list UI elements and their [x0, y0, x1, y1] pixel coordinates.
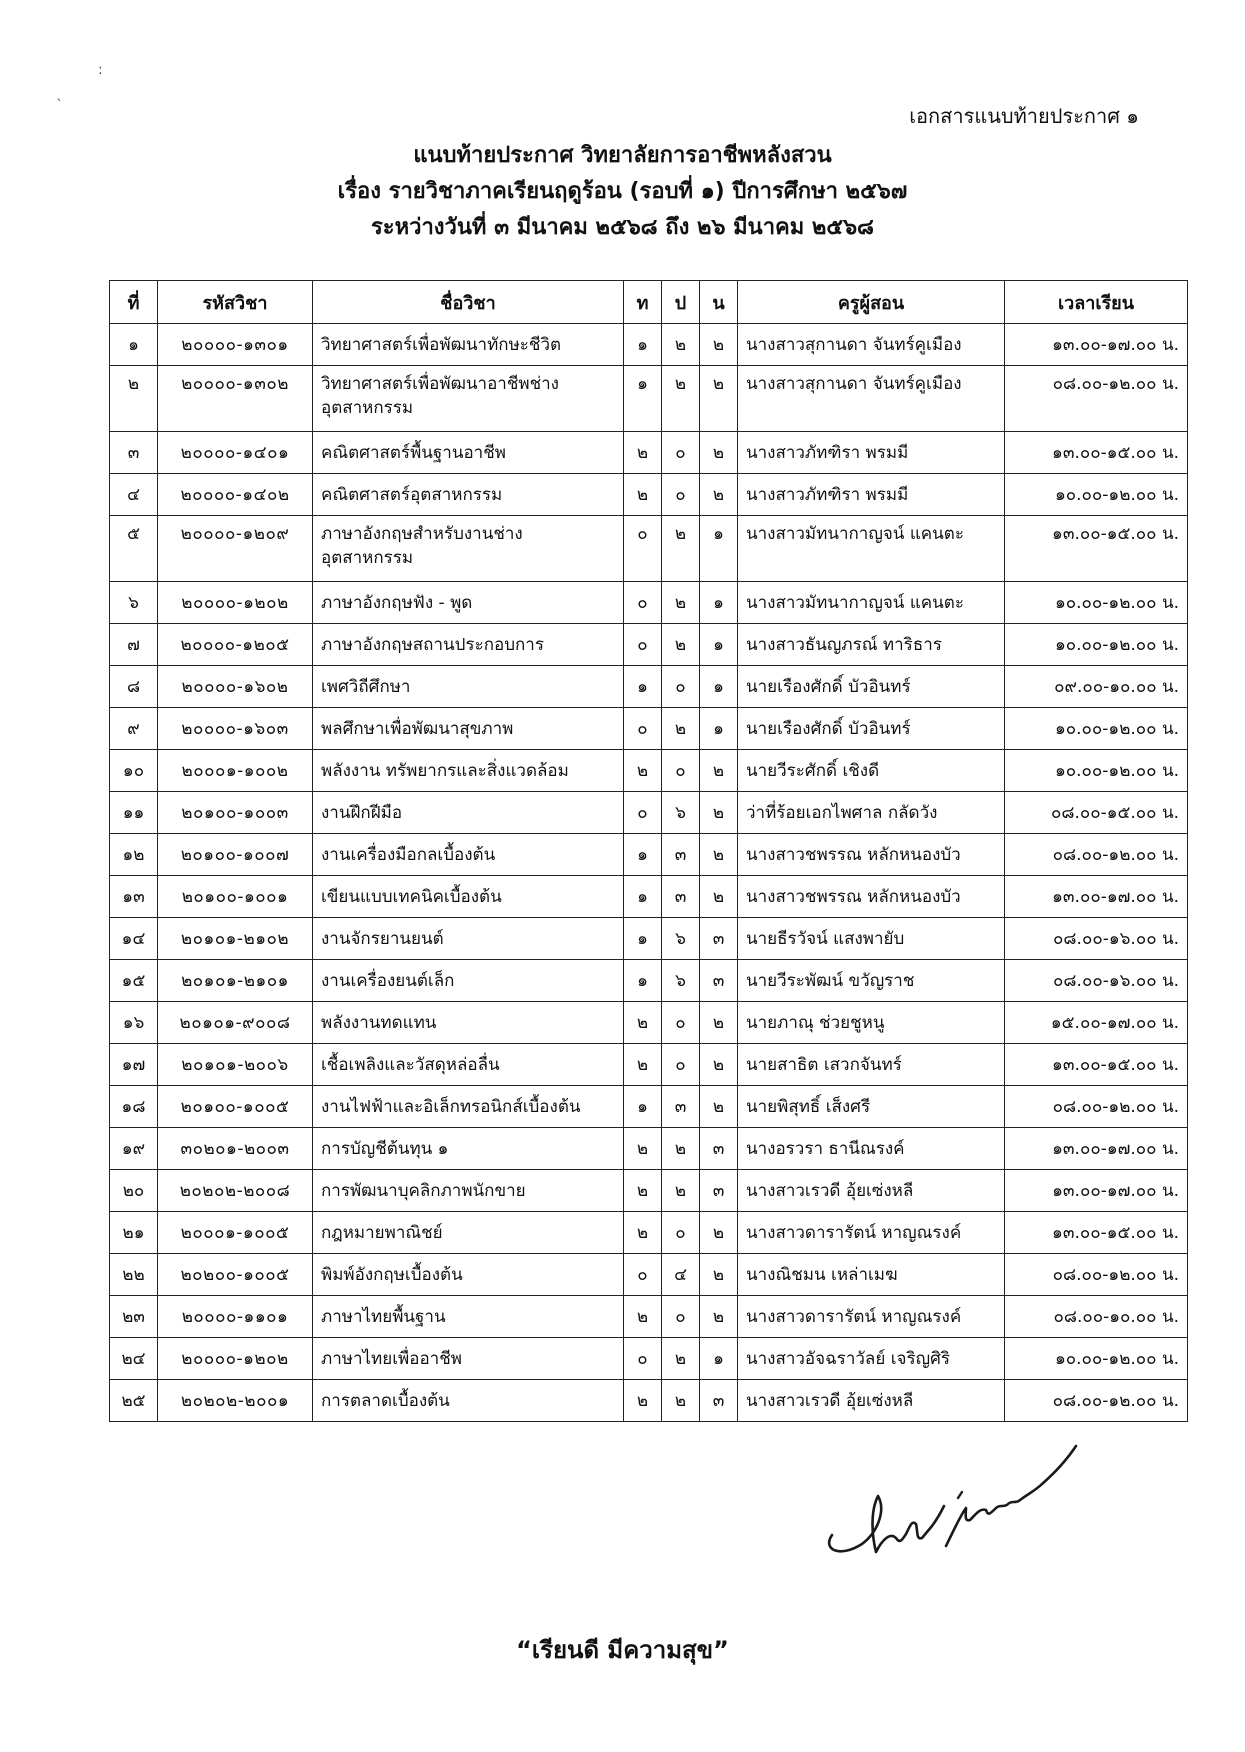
credits: ๒ [700, 432, 738, 474]
theory-hours: ๒ [624, 1128, 662, 1170]
credits: ๒ [700, 324, 738, 366]
row-number: ๑๑ [110, 792, 158, 834]
row-number: ๑๙ [110, 1128, 158, 1170]
teacher-name: นายเรืองศักดิ์ บัวอินทร์ [738, 708, 1005, 750]
row-number: ๒๑ [110, 1212, 158, 1254]
course-code: ๓๐๒๐๑-๒๐๐๓ [158, 1128, 313, 1170]
course-name: คณิตศาสตร์พื้นฐานอาชีพ [313, 432, 624, 474]
class-time: ๑๓.๐๐-๑๕.๐๐ น. [1005, 516, 1188, 582]
theory-hours: ๐ [624, 792, 662, 834]
course-name: งานฝึกฝีมือ [313, 792, 624, 834]
table-row [110, 792, 1188, 834]
row-number: ๒ [110, 366, 158, 432]
course-table [109, 280, 1188, 1422]
teacher-name: นายพิสุทธิ์ เส็งศรี [738, 1086, 1005, 1128]
teacher-name: นายภาณุ ช่วยชูหนู [738, 1002, 1005, 1044]
practice-hours: ๖ [662, 792, 700, 834]
course-code: ๒๐๑๐๑-๒๐๐๖ [158, 1044, 313, 1086]
credits: ๒ [700, 1212, 738, 1254]
practice-hours: ๒ [662, 324, 700, 366]
row-number: ๑๐ [110, 750, 158, 792]
teacher-name: นางสาวมัทนากาญจน์ แคนตะ [738, 582, 1005, 624]
teacher-name: นางณิชมน เหล่าเมฆ [738, 1254, 1005, 1296]
scan-speck: : [98, 62, 103, 78]
course-code: ๒๐๑๐๑-๙๐๐๘ [158, 1002, 313, 1044]
teacher-name: นายวีระพัฒน์ ขวัญราช [738, 960, 1005, 1002]
practice-hours: ๔ [662, 1254, 700, 1296]
course-code: ๒๐๑๐๐-๑๐๐๑ [158, 876, 313, 918]
course-code: ๒๐๐๐๐-๑๒๐๒ [158, 1338, 313, 1380]
table-row [110, 1338, 1188, 1380]
teacher-name: นางสาวสุกานดา จันทร์คูเมือง [738, 366, 1005, 432]
class-time: ๐๘.๐๐-๑๒.๐๐ น. [1005, 1254, 1188, 1296]
credits: ๒ [700, 876, 738, 918]
row-number: ๑๒ [110, 834, 158, 876]
practice-hours: ๓ [662, 876, 700, 918]
practice-hours: ๐ [662, 1296, 700, 1338]
course-name: งานไฟฟ้าและอิเล็กทรอนิกส์เบื้องต้น [313, 1086, 624, 1128]
theory-hours: ๐ [624, 1338, 662, 1380]
class-time: ๐๘.๐๐-๑๕.๐๐ น. [1005, 792, 1188, 834]
title-block [0, 138, 1245, 246]
course-name: งานเครื่องยนต์เล็ก [313, 960, 624, 1002]
theory-hours: ๐ [624, 516, 662, 582]
credits: ๒ [700, 1254, 738, 1296]
course-name: วิทยาศาสตร์เพื่อพัฒนาอาชีพช่าง อุตสาหกรรม [313, 366, 624, 432]
credits: ๑ [700, 1338, 738, 1380]
credits: ๒ [700, 1296, 738, 1338]
course-code: ๒๐๐๐๐-๑๖๐๒ [158, 666, 313, 708]
class-time: ๑๓.๐๐-๑๗.๐๐ น. [1005, 1128, 1188, 1170]
row-number: ๗ [110, 624, 158, 666]
course-code: ๒๐๒๐๐-๑๐๐๕ [158, 1254, 313, 1296]
table-row [110, 750, 1188, 792]
table-row [110, 666, 1188, 708]
table-row [110, 1212, 1188, 1254]
teacher-name: นางอรวรา ธานีณรงค์ [738, 1128, 1005, 1170]
teacher-name: นางสาวชพรรณ หลักหนองบัว [738, 834, 1005, 876]
row-number: ๑๖ [110, 1002, 158, 1044]
table-row [110, 1170, 1188, 1212]
teacher-name: นายธีรวัจน์ แสงพายับ [738, 918, 1005, 960]
row-number: ๑๘ [110, 1086, 158, 1128]
practice-hours: ๓ [662, 1086, 700, 1128]
practice-hours: ๒ [662, 366, 700, 432]
course-name: การตลาดเบื้องต้น [313, 1380, 624, 1422]
teacher-name: นายเรืองศักดิ์ บัวอินทร์ [738, 666, 1005, 708]
class-time: ๐๘.๐๐-๑๐.๐๐ น. [1005, 1296, 1188, 1338]
row-number: ๙ [110, 708, 158, 750]
practice-hours: ๒ [662, 1128, 700, 1170]
class-time: ๑๓.๐๐-๑๗.๐๐ น. [1005, 1170, 1188, 1212]
course-name: ภาษาอังกฤษสถานประกอบการ [313, 624, 624, 666]
course-code: ๒๐๑๐๐-๑๐๐๕ [158, 1086, 313, 1128]
table-row [110, 708, 1188, 750]
course-name: งานจักรยานยนต์ [313, 918, 624, 960]
class-time: ๑๐.๐๐-๑๒.๐๐ น. [1005, 708, 1188, 750]
theory-hours: ๒ [624, 432, 662, 474]
teacher-name: ว่าที่ร้อยเอกไพศาล กลัดวัง [738, 792, 1005, 834]
class-time: ๐๘.๐๐-๑๒.๐๐ น. [1005, 366, 1188, 432]
credits: ๒ [700, 366, 738, 432]
course-code: ๒๐๐๐๑-๑๐๐๕ [158, 1212, 313, 1254]
class-time: ๑๓.๐๐-๑๕.๐๐ น. [1005, 1212, 1188, 1254]
theory-hours: ๒ [624, 1002, 662, 1044]
class-time: ๐๘.๐๐-๑๒.๐๐ น. [1005, 834, 1188, 876]
course-name: การพัฒนาบุคลิกภาพนักขาย [313, 1170, 624, 1212]
class-time: ๑๐.๐๐-๑๒.๐๐ น. [1005, 624, 1188, 666]
credits: ๓ [700, 1128, 738, 1170]
credits: ๓ [700, 1170, 738, 1212]
teacher-name: นางสาวเรวดี อุ้ยเซ่งหลี [738, 1170, 1005, 1212]
table-row [110, 474, 1188, 516]
course-name: งานเครื่องมือกลเบื้องต้น [313, 834, 624, 876]
teacher-name: นางสาวธันญภรณ์ ทาริธาร [738, 624, 1005, 666]
practice-hours: ๐ [662, 1212, 700, 1254]
theory-hours: ๒ [624, 1044, 662, 1086]
theory-hours: ๑ [624, 366, 662, 432]
course-code: ๒๐๒๐๒-๒๐๐๑ [158, 1380, 313, 1422]
course-code: ๒๐๑๐๑-๒๑๐๒ [158, 918, 313, 960]
course-code: ๒๐๑๐๑-๒๑๐๑ [158, 960, 313, 1002]
class-time: ๑๕.๐๐-๑๗.๐๐ น. [1005, 1002, 1188, 1044]
row-number: ๖ [110, 582, 158, 624]
course-code: ๒๐๐๐๐-๑๒๐๙ [158, 516, 313, 582]
credits: ๓ [700, 1380, 738, 1422]
header-name: ชื่อวิชา [313, 281, 624, 324]
teacher-name: นางสาวเรวดี อุ้ยเซ่งหลี [738, 1380, 1005, 1422]
scan-speck: ` [56, 98, 63, 114]
course-name: เพศวิถีศึกษา [313, 666, 624, 708]
course-name: การบัญชีต้นทุน ๑ [313, 1128, 624, 1170]
practice-hours: ๒ [662, 1170, 700, 1212]
credits: ๒ [700, 1086, 738, 1128]
table-row [110, 624, 1188, 666]
credits: ๑ [700, 624, 738, 666]
theory-hours: ๑ [624, 918, 662, 960]
row-number: ๑๔ [110, 918, 158, 960]
class-time: ๑๐.๐๐-๑๒.๐๐ น. [1005, 474, 1188, 516]
theory-hours: ๑ [624, 324, 662, 366]
table-row [110, 582, 1188, 624]
practice-hours: ๐ [662, 750, 700, 792]
course-code: ๒๐๐๐๐-๑๓๐๑ [158, 324, 313, 366]
class-time: ๑๓.๐๐-๑๗.๐๐ น. [1005, 324, 1188, 366]
credits: ๒ [700, 792, 738, 834]
title-line: ระหว่างวันที่ ๓ มีนาคม ๒๕๖๘ ถึง ๒๖ มีนาคม ๒๕๖๘ [370, 215, 875, 240]
row-number: ๒๒ [110, 1254, 158, 1296]
title-line: เรื่อง รายวิชาภาคเรียนฤดูร้อน (รอบที่ ๑) ปีการศึกษา ๒๕๖๗ [337, 179, 908, 204]
theory-hours: ๒ [624, 1212, 662, 1254]
teacher-name: นางสาวภัทฑิรา พรมมี [738, 474, 1005, 516]
table-row [110, 1254, 1188, 1296]
table-row [110, 918, 1188, 960]
teacher-name: นางสาวมัทนากาญจน์ แคนตะ [738, 516, 1005, 582]
practice-hours: ๒ [662, 708, 700, 750]
course-name: ภาษาอังกฤษสำหรับงานช่าง อุตสาหกรรม [313, 516, 624, 582]
course-name: พิมพ์อังกฤษเบื้องต้น [313, 1254, 624, 1296]
signature-image [820, 1440, 1100, 1590]
credits: ๒ [700, 474, 738, 516]
practice-hours: ๒ [662, 1380, 700, 1422]
practice-hours: ๒ [662, 624, 700, 666]
row-number: ๕ [110, 516, 158, 582]
practice-hours: ๒ [662, 582, 700, 624]
class-time: ๐๘.๐๐-๑๒.๐๐ น. [1005, 1380, 1188, 1422]
course-code: ๒๐๐๐๐-๑๒๐๕ [158, 624, 313, 666]
title-line: แนบท้ายประกาศ วิทยาลัยการอาชีพหลังสวน [413, 143, 832, 168]
table-row [110, 834, 1188, 876]
course-code: ๒๐๒๐๒-๒๐๐๘ [158, 1170, 313, 1212]
course-code: ๒๐๐๐๐-๑๖๐๓ [158, 708, 313, 750]
table-row [110, 432, 1188, 474]
header-code: รหัสวิชา [158, 281, 313, 324]
class-time: ๐๘.๐๐-๑๒.๐๐ น. [1005, 1086, 1188, 1128]
class-time: ๑๓.๐๐-๑๗.๐๐ น. [1005, 876, 1188, 918]
table-row [110, 324, 1188, 366]
row-number: ๘ [110, 666, 158, 708]
course-name: พลังงานทดแทน [313, 1002, 624, 1044]
row-number: ๑๕ [110, 960, 158, 1002]
practice-hours: ๖ [662, 918, 700, 960]
theory-hours: ๒ [624, 1380, 662, 1422]
class-time: ๑๐.๐๐-๑๒.๐๐ น. [1005, 1338, 1188, 1380]
row-number: ๑๓ [110, 876, 158, 918]
course-name: ภาษาไทยเพื่ออาชีพ [313, 1338, 624, 1380]
course-name: กฎหมายพาณิชย์ [313, 1212, 624, 1254]
course-name: พลังงาน ทรัพยากรและสิ่งแวดล้อม [313, 750, 624, 792]
header-no: ที่ [110, 281, 158, 324]
practice-hours: ๒ [662, 1338, 700, 1380]
course-name: วิทยาศาสตร์เพื่อพัฒนาทักษะชีวิต [313, 324, 624, 366]
course-name: คณิตศาสตร์อุตสาหกรรม [313, 474, 624, 516]
theory-hours: ๐ [624, 1254, 662, 1296]
table-row [110, 1128, 1188, 1170]
theory-hours: ๑ [624, 834, 662, 876]
table-header-row [110, 281, 1188, 324]
table-row [110, 876, 1188, 918]
course-code: ๒๐๐๐๐-๑๔๐๑ [158, 432, 313, 474]
course-code: ๒๐๐๐๐-๑๒๐๒ [158, 582, 313, 624]
teacher-name: นางสาวดารารัตน์ หาญณรงค์ [738, 1296, 1005, 1338]
theory-hours: ๒ [624, 1170, 662, 1212]
practice-hours: ๒ [662, 516, 700, 582]
credits: ๒ [700, 1002, 738, 1044]
practice-hours: ๐ [662, 1044, 700, 1086]
motto: “เรียนดี มีความสุข” [516, 1636, 729, 1664]
row-number: ๒๓ [110, 1296, 158, 1338]
theory-hours: ๑ [624, 666, 662, 708]
credits: ๒ [700, 834, 738, 876]
course-name: เชื้อเพลิงและวัสดุหล่อลื่น [313, 1044, 624, 1086]
course-name: เขียนแบบเทคนิคเบื้องต้น [313, 876, 624, 918]
credits: ๑ [700, 516, 738, 582]
credits: ๒ [700, 1044, 738, 1086]
theory-hours: ๐ [624, 582, 662, 624]
course-code: ๒๐๐๐๐-๑๓๐๒ [158, 366, 313, 432]
course-name: พลศึกษาเพื่อพัฒนาสุขภาพ [313, 708, 624, 750]
header-time: เวลาเรียน [1005, 281, 1188, 324]
credits: ๑ [700, 708, 738, 750]
teacher-name: นางสาวสุกานดา จันทร์คูเมือง [738, 324, 1005, 366]
course-code: ๒๐๐๐๐-๑๔๐๒ [158, 474, 313, 516]
practice-hours: ๓ [662, 834, 700, 876]
teacher-name: นางสาวดารารัตน์ หาญณรงค์ [738, 1212, 1005, 1254]
course-name: ภาษาไทยพื้นฐาน [313, 1296, 624, 1338]
row-number: ๓ [110, 432, 158, 474]
header-theory: ท [624, 281, 662, 324]
teacher-name: นายสาธิต เสวกจันทร์ [738, 1044, 1005, 1086]
header-teacher: ครูผู้สอน [738, 281, 1005, 324]
class-time: ๑๓.๐๐-๑๕.๐๐ น. [1005, 432, 1188, 474]
theory-hours: ๐ [624, 708, 662, 750]
theory-hours: ๒ [624, 474, 662, 516]
class-time: ๑๐.๐๐-๑๒.๐๐ น. [1005, 582, 1188, 624]
credits: ๓ [700, 960, 738, 1002]
row-number: ๒๔ [110, 1338, 158, 1380]
class-time: ๑๐.๐๐-๑๒.๐๐ น. [1005, 750, 1188, 792]
practice-hours: ๖ [662, 960, 700, 1002]
table-row [110, 1296, 1188, 1338]
row-number: ๒๐ [110, 1170, 158, 1212]
credits: ๓ [700, 918, 738, 960]
course-code: ๒๐๑๐๐-๑๐๐๗ [158, 834, 313, 876]
practice-hours: ๐ [662, 474, 700, 516]
header-practice: ป [662, 281, 700, 324]
teacher-name: นางสาวอัจฉราวัลย์ เจริญศิริ [738, 1338, 1005, 1380]
class-time: ๐๘.๐๐-๑๖.๐๐ น. [1005, 918, 1188, 960]
credits: ๑ [700, 666, 738, 708]
table-row [110, 1380, 1188, 1422]
table-row [110, 960, 1188, 1002]
practice-hours: ๐ [662, 666, 700, 708]
teacher-name: นางสาวภัทฑิรา พรมมี [738, 432, 1005, 474]
row-number: ๑ [110, 324, 158, 366]
theory-hours: ๒ [624, 1296, 662, 1338]
practice-hours: ๐ [662, 432, 700, 474]
course-name: ภาษาอังกฤษฟัง - พูด [313, 582, 624, 624]
theory-hours: ๑ [624, 876, 662, 918]
row-number: ๒๕ [110, 1380, 158, 1422]
course-code: ๒๐๐๐๐-๑๑๐๑ [158, 1296, 313, 1338]
table-row [110, 516, 1188, 582]
class-time: ๑๓.๐๐-๑๕.๐๐ น. [1005, 1044, 1188, 1086]
table-row [110, 1002, 1188, 1044]
header-credit: น [700, 281, 738, 324]
row-number: ๑๗ [110, 1044, 158, 1086]
class-time: ๐๙.๐๐-๑๐.๐๐ น. [1005, 666, 1188, 708]
course-code: ๒๐๑๐๐-๑๐๐๓ [158, 792, 313, 834]
teacher-name: นายวีระศักดิ์ เชิงดี [738, 750, 1005, 792]
table-row [110, 366, 1188, 432]
attachment-note: เอกสารแนบท้ายประกาศ ๑ [909, 104, 1139, 128]
teacher-name: นางสาวชพรรณ หลักหนองบัว [738, 876, 1005, 918]
theory-hours: ๐ [624, 624, 662, 666]
theory-hours: ๑ [624, 960, 662, 1002]
practice-hours: ๐ [662, 1002, 700, 1044]
credits: ๑ [700, 582, 738, 624]
class-time: ๐๘.๐๐-๑๖.๐๐ น. [1005, 960, 1188, 1002]
theory-hours: ๒ [624, 750, 662, 792]
course-code: ๒๐๐๐๑-๑๐๐๒ [158, 750, 313, 792]
row-number: ๔ [110, 474, 158, 516]
table-row [110, 1044, 1188, 1086]
credits: ๒ [700, 750, 738, 792]
course-rows [110, 324, 1188, 1422]
theory-hours: ๑ [624, 1086, 662, 1128]
table-row [110, 1086, 1188, 1128]
